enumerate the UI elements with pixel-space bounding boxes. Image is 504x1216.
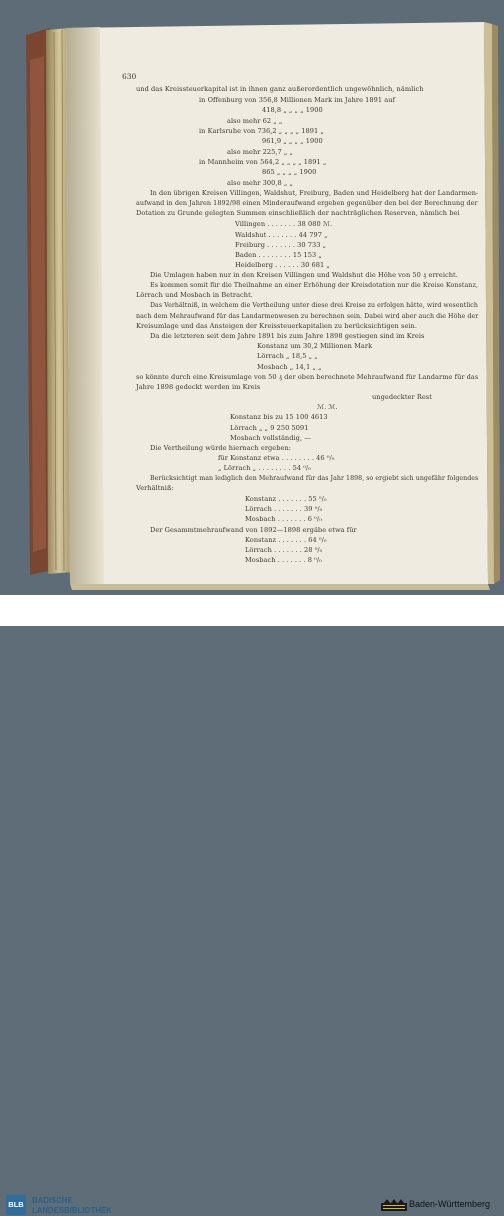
- baden-wuerttemberg-lions-icon[interactable]: [381, 1198, 407, 1214]
- text-line: ungedeckter Rest: [372, 393, 432, 401]
- text-line: Mosbach „ 14,1 „ „: [257, 363, 322, 371]
- text-line: also mehr 300,8 „ „: [227, 179, 293, 187]
- text-line: Mosbach vollständig, —: [230, 434, 311, 442]
- library-name-line2: LANDESBIBLIOTHEK: [32, 1206, 112, 1215]
- text-line: also mehr 225,7 „ „: [227, 148, 293, 156]
- text-line: Kreisumlage und das Ansteigen der Kreissteuerkapitalien zu berücksichtigen sein.: [136, 322, 417, 330]
- text-line: Verhältniß:: [136, 484, 174, 492]
- library-name-line1: BADISCHE: [32, 1196, 73, 1205]
- text-line: Die Umlagen haben nur in den Kreisen Villingen und Waldshut die Höhe von 50 ₰ erreicht.: [150, 271, 458, 279]
- text-line: Mosbach . . . . . . . 8 ⁰/₀: [245, 556, 322, 564]
- text-line: ℳ. ℳ.: [317, 403, 338, 411]
- text-line: nach dem Mehraufwand für das Landarmenwesen zu berechnen sein. Dabei wird aber auch die Höhe der: [136, 312, 479, 320]
- text-line: so könnte durch eine Kreisumlage von 50 ₰ der oben berechnete Mehraufwand für Landarme für das: [136, 373, 479, 381]
- text-line: Waldshut . . . . . . . 44 797 „: [235, 231, 328, 239]
- page-number: 630: [122, 72, 137, 81]
- state-name[interactable]: Baden-Württemberg: [409, 1199, 491, 1209]
- text-line: Jahre 1898 gedeckt werden im Kreis: [136, 383, 261, 391]
- blb-logo[interactable]: BLB: [6, 1195, 26, 1215]
- text-line: 865 „ „ „ „ 1900: [262, 168, 317, 176]
- text-line: Lörrach und Mosbach in Betracht.: [136, 291, 253, 299]
- library-name[interactable]: [32, 1196, 112, 1216]
- text-line: Konstanz . . . . . . . 64 ⁰/₀: [245, 536, 327, 544]
- text-line: in Karlsruhe von 736,2 „ „ „ „ 1891 „: [199, 127, 324, 135]
- text-line: Lörrach . . . . . . . 28 ⁰/₀: [245, 546, 323, 554]
- text-line: Konstanz . . . . . . . 55 ⁰/₀: [245, 495, 327, 503]
- text-line: Lörrach „ 18,5 „ „: [257, 352, 318, 360]
- text-line: Das Verhältniß, in welchem die Vertheilung unter diese drei Kreise zu erfolgen hätte, wird wesentlich: [150, 301, 478, 309]
- text-line: Heidelberg . . . . . . 30 681 „: [235, 261, 330, 269]
- text-line: Da die letzteren seit dem Jahre 1891 bis zum Jahre 1898 gestiegen sind im Kreis: [150, 332, 425, 340]
- text-line: 961,9 „ „ „ „ 1900: [262, 137, 323, 145]
- text-line: Dotation zu Grunde gelegten Summen einschließlich der nachträglichen Reserven, nämlich bei: [136, 209, 460, 217]
- text-line: Freiburg . . . . . . . 30 733 „: [235, 241, 327, 249]
- text-line: Lörrach „ „ 9 250 5091: [230, 424, 309, 432]
- text-line: In den übrigen Kreisen Villingen, Waldshut, Freiburg, Baden und Heidelberg hat der Landarmen-: [150, 189, 479, 197]
- text-line: Konstanz bis zu 15 100 4613: [230, 413, 328, 421]
- text-line: in Mannheim von 564,2 „ „ „ „ 1891 „: [199, 158, 327, 166]
- text-line: Die Vertheilung würde hiernach ergeben:: [150, 444, 292, 452]
- text-line: Berücksichtigt man lediglich den Mehraufwand für das Jahr 1898, so ergiebt sich ungefähr folgendes: [150, 474, 479, 482]
- text-line: Villingen . . . . . . . 38 080 ℳ.: [235, 220, 333, 228]
- text-line: also mehr 62 „ „: [227, 117, 283, 125]
- footer-bar: [0, 595, 504, 1215]
- text-line: Lörrach . . . . . . . 39 ⁰/₀: [245, 505, 323, 513]
- text-line: Konstanz um 30,2 Millionen Mark: [257, 342, 373, 350]
- text-line: 418,8 „ „ „ „ 1900: [262, 106, 323, 114]
- text-line: Mosbach . . . . . . . 6 ⁰/₀: [245, 515, 322, 523]
- text-line: und das Kreissteuerkapital ist in ihnen ganz außerordentlich ungewöhnlich, nämlich: [136, 85, 424, 93]
- text-line: Baden . . . . . . . . 15 153 „: [235, 251, 322, 259]
- text-line: Es kommen somit für die Theilnahme an einer Erhöhung der Kreisdotation nur die Kreise Konstanz,: [150, 281, 478, 289]
- text-line: „ Lörrach „ . . . . . . . . 54 ⁰/₀: [218, 464, 311, 472]
- text-line: Der Gesammtmehraufwand von 1892—1898 ergäbe etwa für: [150, 526, 357, 534]
- text-line: in Offenburg von 356,8 Millionen Mark im Jahre 1891 auf: [199, 96, 396, 104]
- text-line: für Konstanz etwa . . . . . . . . 46 ⁰/₀: [218, 454, 335, 462]
- text-line: aufwand in den Jahren 1892/98 einen Minderaufwand ergeben gegenüber den bei der Berechnung der: [136, 199, 478, 207]
